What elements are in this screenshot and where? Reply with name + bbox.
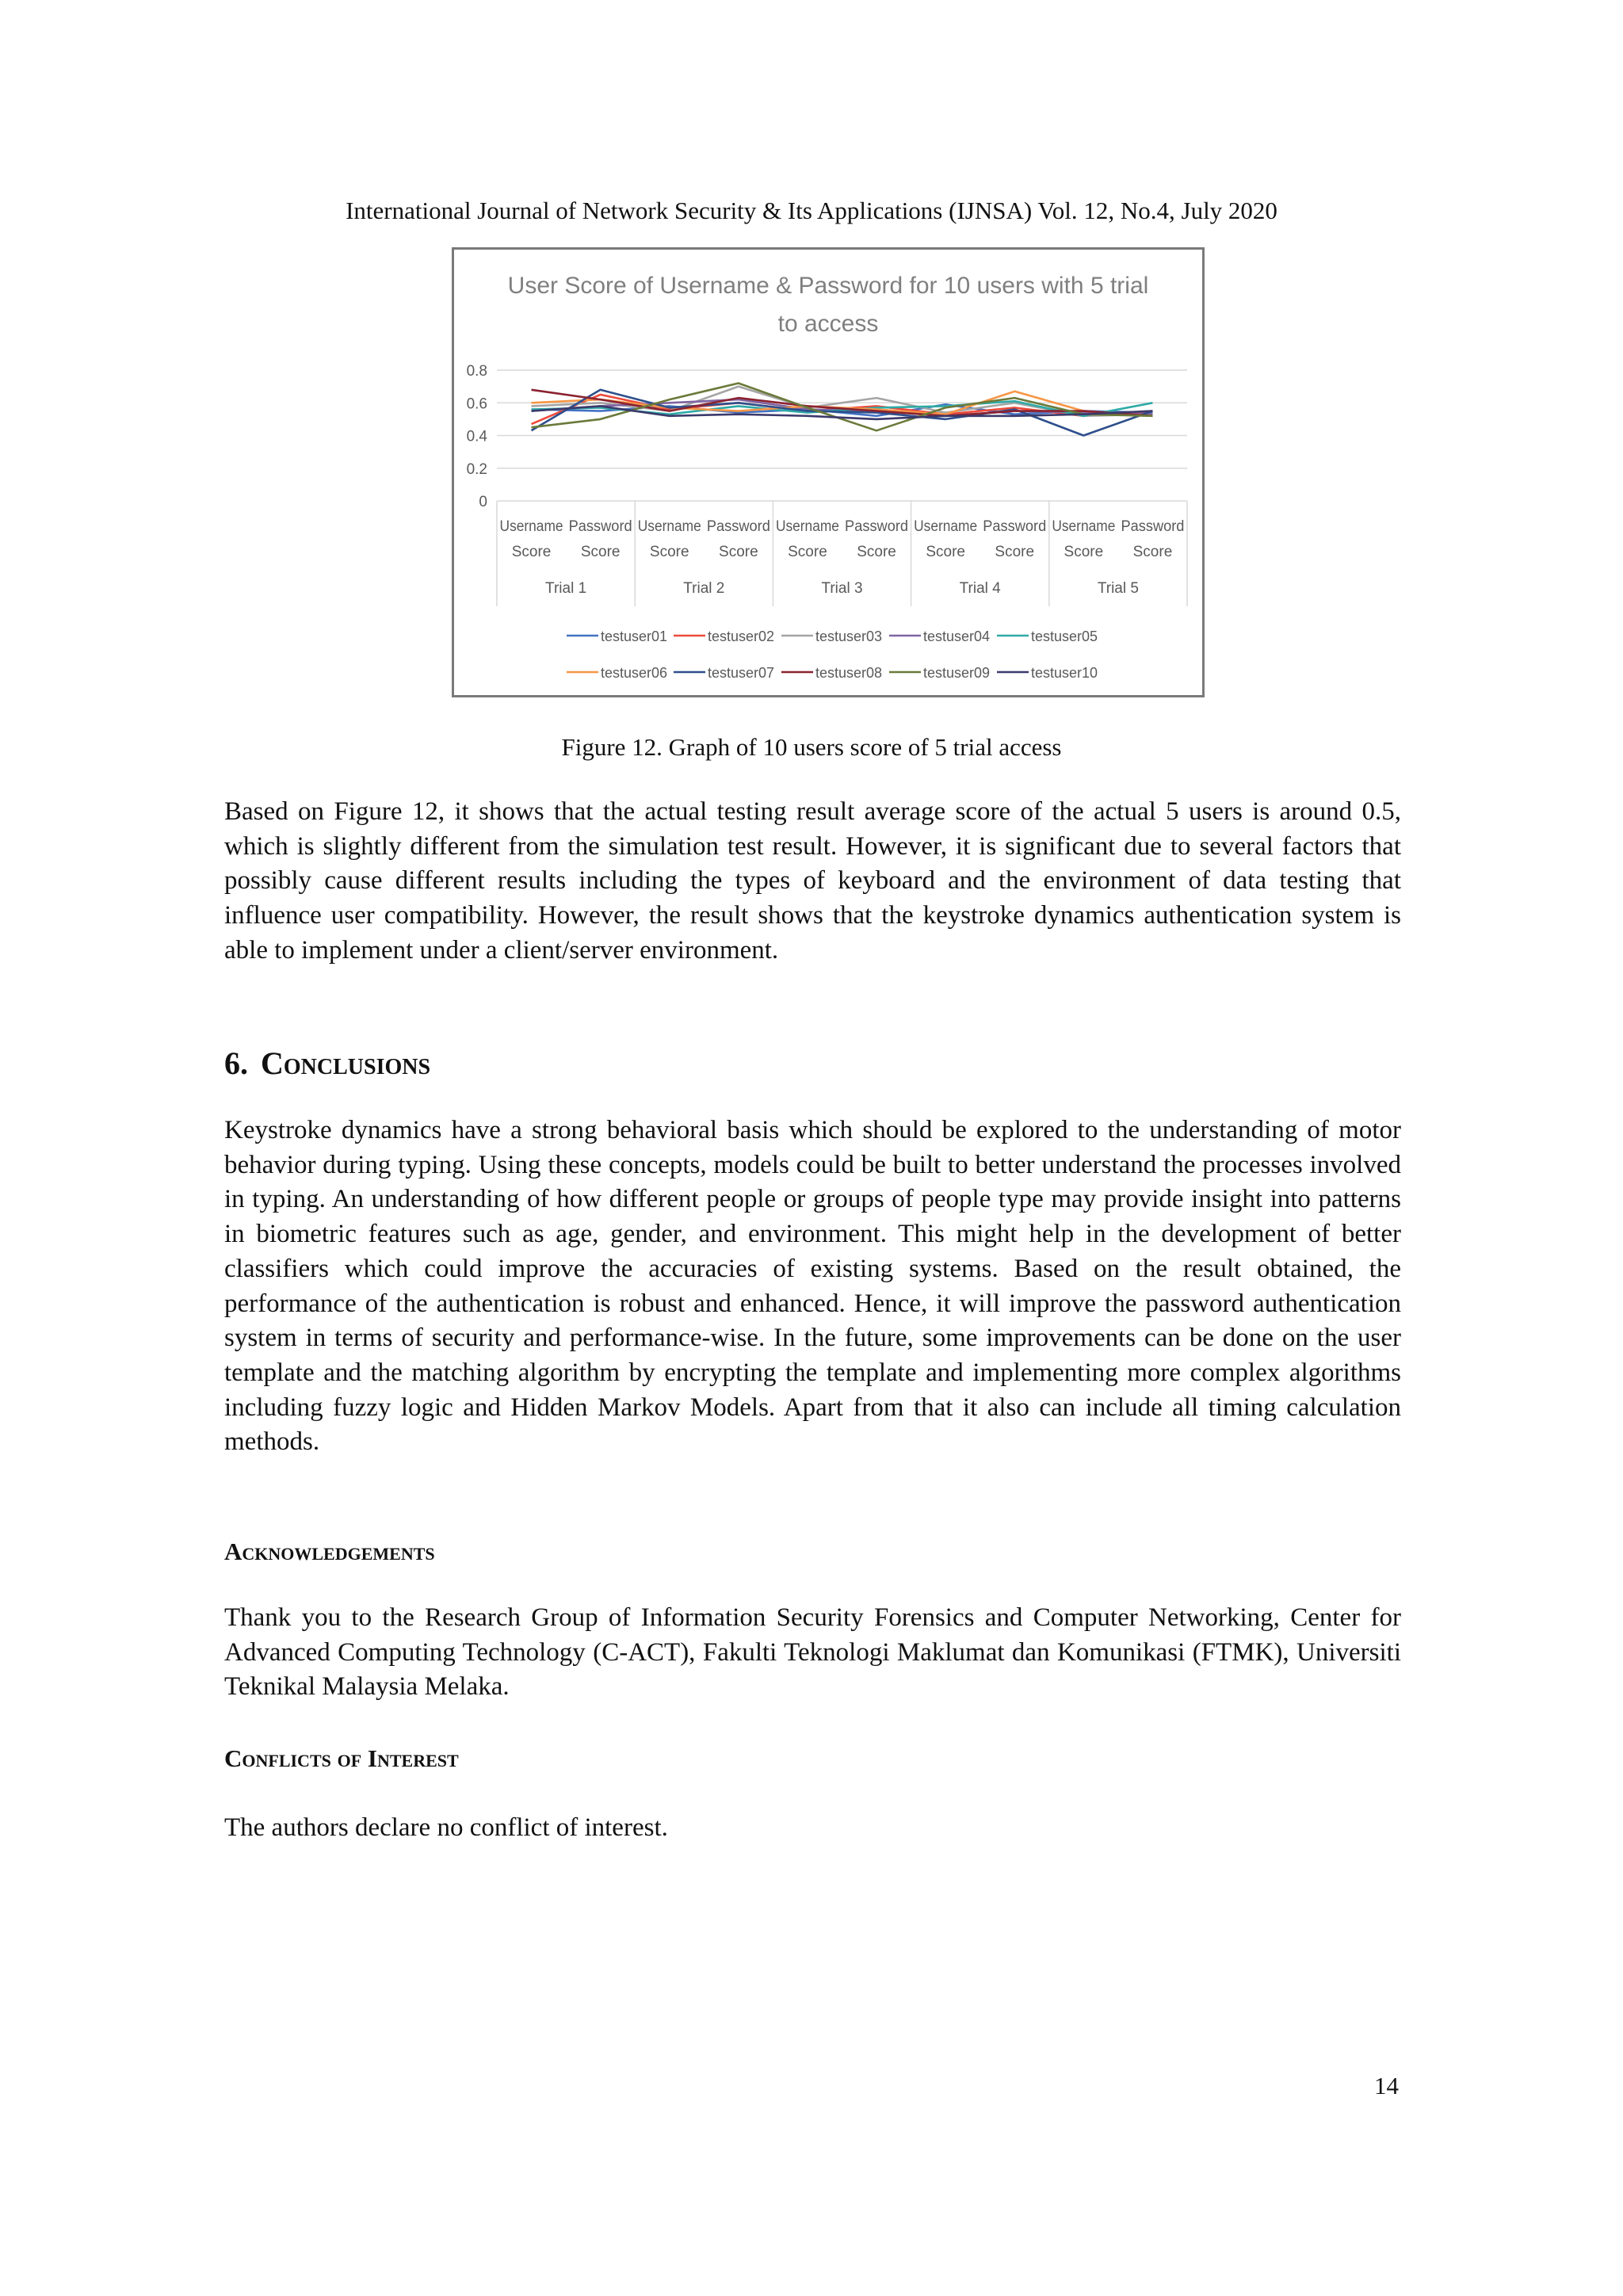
x-category-label: Score [719,544,758,560]
y-tick-label: 0.6 [466,395,487,413]
x-category-label: Score [857,544,896,560]
group-label: Trial 5 [1097,580,1139,597]
group-label: Trial 1 [545,580,587,597]
x-category-label: Score [926,544,965,560]
x-category-label: Password [983,518,1047,535]
y-tick-label: 0.8 [466,363,487,380]
x-category-label: Score [788,544,827,560]
group-label: Trial 4 [959,580,1001,597]
x-category-label: Score [580,544,621,560]
legend-label-testuser01: testuser01 [601,628,668,644]
chart-title-line1: User Score of Username & Password for 10 users with 5 trial [507,273,1149,299]
legend-label-testuser03: testuser03 [815,628,883,644]
x-category-label: Score [511,544,552,560]
section-heading-conclusions [224,1045,430,1082]
legend-label-testuser09: testuser09 [923,665,991,681]
legend-label-testuser02: testuser02 [708,628,775,644]
x-category-label: Password [568,518,632,535]
legend-label-testuser07: testuser07 [708,665,775,681]
x-category-label: Password [706,518,770,535]
x-category-label: Username [1052,518,1116,535]
group-label: Trial 2 [683,580,725,597]
figure-12-chart [452,247,1205,697]
figure-caption: Figure 12. Graph of 10 users score of 5 trial access [561,733,1062,761]
x-category-label: Password [1121,518,1185,535]
section-number: 6. [224,1045,248,1081]
chart-svg [454,250,1202,695]
running-header: International Journal of Network Security & Its Applications (IJNSA) Vol. 12, No.4, July 2020 [346,197,1277,224]
x-category-label: Score [995,544,1035,560]
x-category-label: Username [637,518,701,535]
legend-label-testuser06: testuser06 [601,665,668,681]
section-title: Conclusions [261,1045,431,1081]
acknowledgements-heading: Acknowledgements [224,1538,435,1565]
x-category-label: Username [499,518,563,535]
page-number: 14 [1374,2072,1399,2099]
paragraph-conclusions: Keystroke dynamics have a strong behavioral basis which should be explored to the understanding of motor behavior during typing. Using these concepts, models could be built to better understand the processes involved in typing. An understanding of how different people or groups of people type may provide insight into patterns in biometric features such as age, gender, and environment. This might help in the development of better classifiers which could improve the accuracies of existing systems. Based on the result obtained, the performance of the authentication is robust and enhanced. Hence, it will improve the password authentication system in terms of security and performance-wise. In the future, some improvements can be done on the user template and the matching algorithm by encrypting the template and implementing more complex algorithms including fuzzy logic and Hidden Markov Models. Apart from that it also can include all timing calculation methods. [224,1116,1401,1457]
legend-label-testuser10: testuser10 [1031,665,1098,681]
y-tick-label: 0 [479,494,487,510]
legend-label-testuser05: testuser05 [1031,628,1098,644]
y-tick-label: 0.2 [466,460,487,478]
conflicts-text: The authors declare no conflict of interest. [224,1813,668,1842]
legend-label-testuser08: testuser08 [815,665,883,681]
x-category-label: Score [1064,544,1104,560]
group-label: Trial 3 [821,580,863,597]
x-category-label: Score [649,544,689,560]
y-tick-label: 0.4 [466,428,487,445]
x-category-label: Score [1132,544,1173,560]
acknowledgements-text: Thank you to the Research Group of Information Security Forensics and Computer Networking, Center for Advanced Computing Technology (C-ACT), Fakulti Teknologi Maklumat dan Komunikasi (FTMK), Universiti Teknikal Malaysia Melaka. [224,1603,1401,1702]
conflicts-heading: Conflicts of Interest [224,1744,459,1772]
x-category-label: Username [775,518,839,535]
legend-label-testuser04: testuser04 [923,628,991,644]
x-category-label: Username [914,518,978,535]
paragraph-results: Based on Figure 12, it shows that the actual testing result average score of the actual 5 users is around 0.5, which is slightly different from the simulation test result. However, it is significant due to several factors that possibly cause different results including the types of keyboard and the environment of data testing that influence user compatibility. However, the result shows that the keystroke dynamics authentication system is able to implement under a client/server environment. [224,797,1401,965]
x-category-label: Password [845,518,909,535]
chart-title-line2: to access [777,311,879,337]
